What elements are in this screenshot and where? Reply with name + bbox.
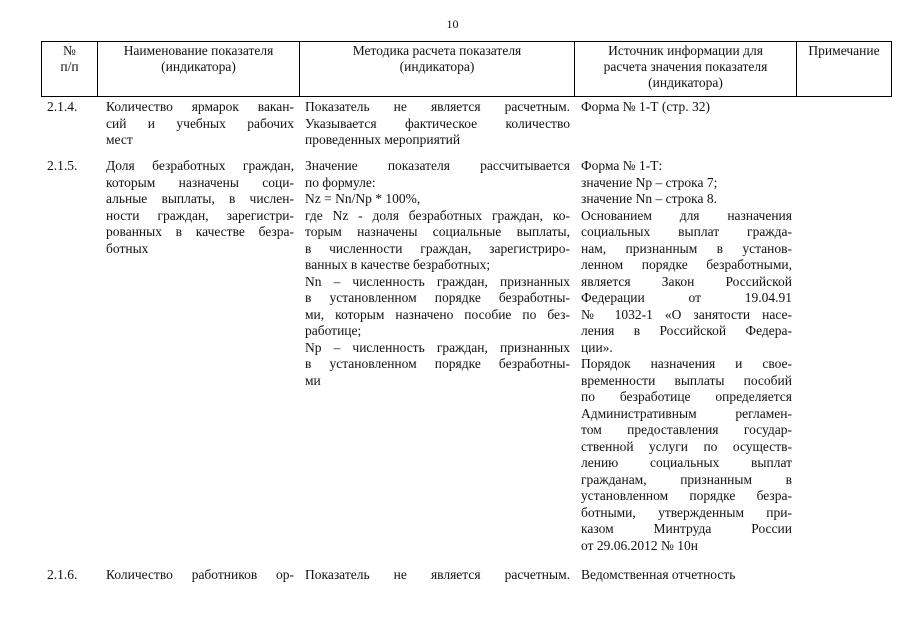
indicator-name xyxy=(106,99,294,149)
text-line: Ведомственная отчетность xyxy=(581,567,736,582)
row-number: 2.1.6. xyxy=(47,567,78,582)
indicator-name xyxy=(106,158,294,257)
text-line: ботными, утвержденным при- xyxy=(581,504,792,520)
text-line: работице; xyxy=(305,323,362,338)
text-line: ванных в качестве безработных; xyxy=(305,257,491,272)
text-line: мест xyxy=(106,132,133,147)
text-line: Значение показателя рассчитывается xyxy=(305,158,570,173)
text-line: Административным регламен- xyxy=(581,405,792,421)
text-line: социальных выплат гражда- xyxy=(581,224,792,239)
text-line: торым назначены социальные выплаты, xyxy=(305,224,570,239)
text-line: Форма № 1-Т (стр. 32) xyxy=(581,99,710,114)
text-line: Форма № 1-Т: xyxy=(581,158,663,173)
indicator-name xyxy=(106,567,294,584)
text-line: является Закон Российской xyxy=(581,273,792,289)
text-line: Федерации от 19.04.91 xyxy=(581,290,792,305)
text-line: Основанием для назначения xyxy=(581,207,792,223)
header-num: № п/п xyxy=(60,43,79,74)
header-method: Методика расчета показателя (индикатора) xyxy=(352,43,522,74)
text-line: ности граждан, зарегистри- xyxy=(106,207,294,223)
text-line: в численности граждан, зарегистриро- xyxy=(305,240,570,256)
text-line: ми xyxy=(305,372,321,388)
text-line: в установленном порядке безработны- xyxy=(305,356,570,371)
text-line: Показатель не является расчетным. xyxy=(305,99,570,114)
text-line: лению социальных выплат xyxy=(581,455,792,470)
calculation-method xyxy=(305,99,570,149)
text-line: в установленном порядке безработны- xyxy=(305,290,570,305)
header-name: Наименование показателя (индикатора) xyxy=(123,43,274,74)
text-line: альные выплаты, в числен- xyxy=(106,191,294,206)
text-line: проведенных мероприятий xyxy=(305,132,461,147)
text-line: по безработице определяется xyxy=(581,389,792,404)
text-line: ленном порядке безработными, xyxy=(581,257,792,272)
text-line: ми, которым назначено пособие по без- xyxy=(305,306,570,322)
text-line: том предоставления государ- xyxy=(581,422,792,437)
text-line: рованных в качестве безра- xyxy=(106,224,294,239)
text-line: установленном порядке безра- xyxy=(581,488,792,503)
formula: Nz = Nn/Np * 100%, xyxy=(305,191,421,206)
text-line: ления в Российской Федера- xyxy=(581,323,792,338)
text-line: временности выплаты пособий xyxy=(581,372,792,388)
text-line: ботных xyxy=(106,240,149,256)
text-line: нам, признанным в установ- xyxy=(581,240,792,256)
text-line: Указывается фактическое количество xyxy=(305,115,570,131)
page-number: 10 xyxy=(446,17,459,31)
text-line: Показатель не является расчетным. xyxy=(305,567,570,582)
text-line: Порядок назначения и свое- xyxy=(581,356,792,371)
text-line: ции». xyxy=(581,339,613,355)
text-line: значение Nn – строка 8. xyxy=(581,191,718,206)
row-number: 2.1.5. xyxy=(47,158,78,173)
information-source xyxy=(581,567,792,584)
header-note: Примечание xyxy=(808,43,880,58)
text-line: сий и учебных рабочих xyxy=(106,115,294,131)
text-line: Количество ярмарок вакан- xyxy=(106,99,294,114)
text-line: которым назначены соци- xyxy=(106,174,294,190)
text-line: гражданам, признанным в xyxy=(581,471,792,487)
header-source: Источник информации для расчета значения показателя (индикатора) xyxy=(603,43,768,90)
text-line: Np – численность граждан, признанных xyxy=(305,339,570,355)
information-source xyxy=(581,99,792,116)
text-line: Количество работников ор- xyxy=(106,567,294,582)
text-line: значение Np – строка 7; xyxy=(581,174,718,190)
row-number: 2.1.4. xyxy=(47,99,78,114)
information-source xyxy=(581,158,792,554)
text-line: от 29.06.2012 № 10н xyxy=(581,537,698,553)
calculation-method xyxy=(305,158,570,389)
calculation-method xyxy=(305,567,570,584)
text-line: где Nz - доля безработных граждан, ко- xyxy=(305,207,570,223)
text-line: ственной услуги по осуществ- xyxy=(581,438,792,454)
text-line: казом Минтруда России xyxy=(581,521,792,536)
text-line: Доля безработных граждан, xyxy=(106,158,294,173)
text-line: по формуле: xyxy=(305,174,376,190)
text-line: Nn – численность граждан, признанных xyxy=(305,273,570,289)
text-line: № 1032-1 «О занятости насе- xyxy=(581,306,792,322)
